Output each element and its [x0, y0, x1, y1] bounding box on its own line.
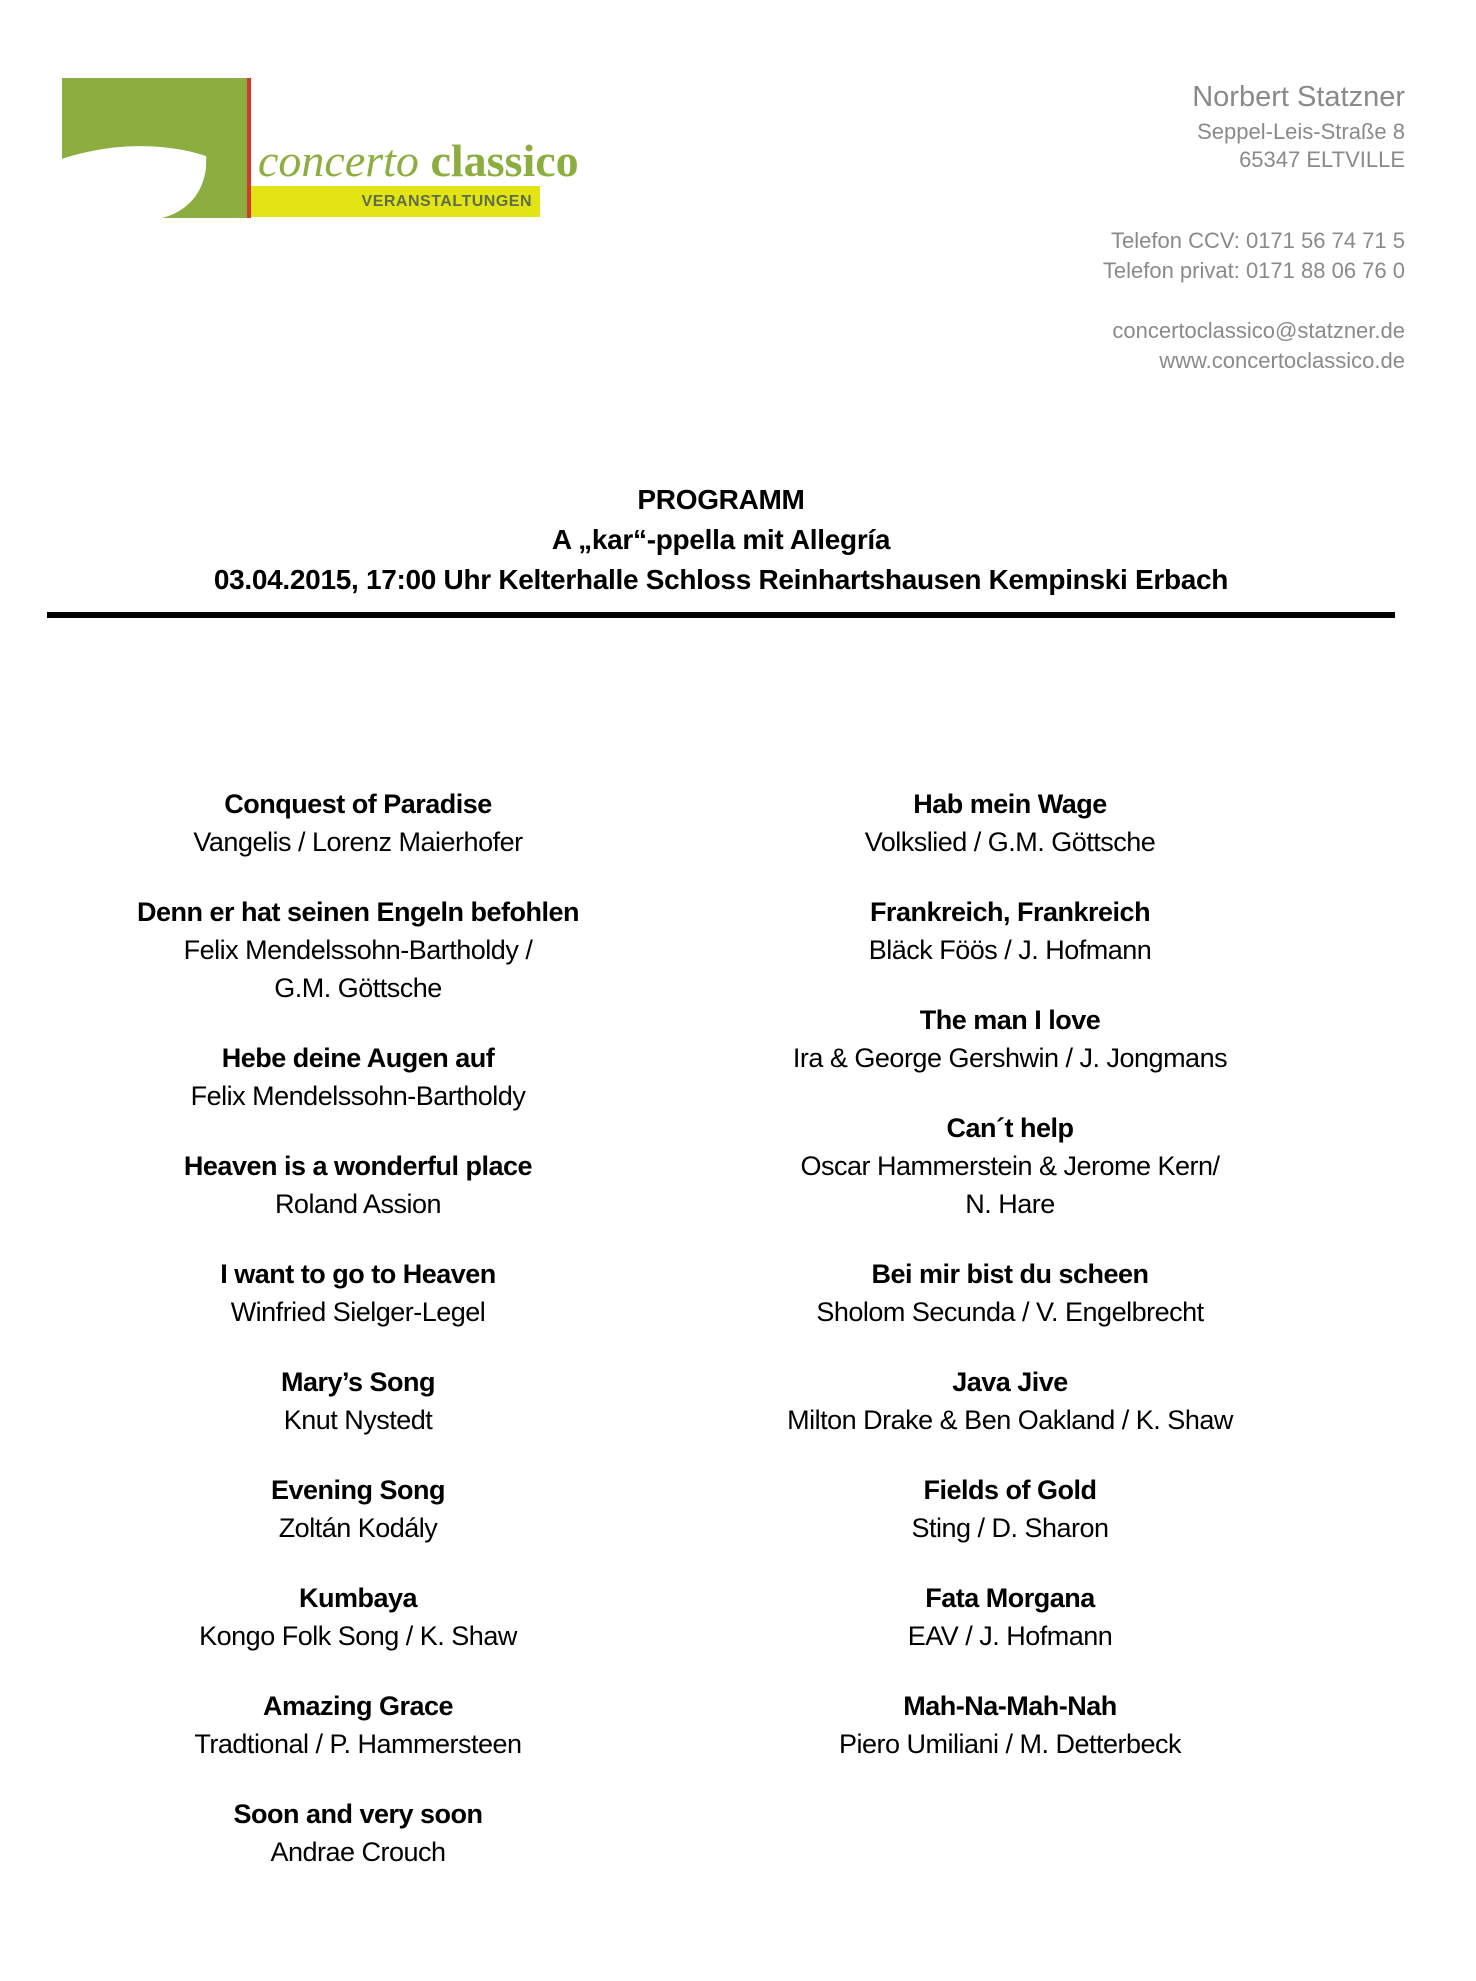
- tagline-banner: [251, 186, 540, 217]
- spacer: [1103, 174, 1405, 226]
- program-header: [47, 480, 1395, 618]
- song-title: Soon and very soon: [233, 1799, 483, 1829]
- song-composer-line: Piero Umiliani / M. Detterbeck: [838, 1729, 1182, 1759]
- song-entry: [750, 1109, 1270, 1223]
- song-title: Kumbaya: [298, 1583, 418, 1613]
- song-composer-line: Sholom Secunda / V. Engelbrecht: [816, 1297, 1204, 1327]
- song-title: Mah-Na-Mah-Nah: [903, 1691, 1117, 1721]
- song-composer-line: Oscar Hammerstein & Jerome Kern/: [800, 1151, 1220, 1181]
- contact-block: [1103, 80, 1405, 376]
- event-info-line: 03.04.2015, 17:00 Uhr Kelterhalle Schloss Reinhartshausen Kempinski Erbach: [213, 564, 1229, 595]
- song-entry: [98, 893, 618, 1007]
- song-entry: [98, 1687, 618, 1763]
- contact-website: www.concertoclassico.de: [1159, 348, 1405, 373]
- song-composer-line: Ira & George Gershwin / J. Jongmans: [792, 1043, 1228, 1073]
- program-subtitle: A „kar“-ppella mit Allegría: [551, 524, 891, 555]
- song-composer-line: EAV / J. Hofmann: [907, 1621, 1113, 1651]
- song-title: I want to go to Heaven: [220, 1259, 496, 1289]
- song-composer-line: Bläck Föös / J. Hofmann: [868, 935, 1152, 965]
- song-composer-line: Zoltán Kodály: [278, 1513, 438, 1543]
- song-entry: [98, 1147, 618, 1223]
- song-composer-line: N. Hare: [965, 1189, 1055, 1219]
- song-composer-line: Sting / D. Sharon: [911, 1513, 1109, 1543]
- contact-phone-line: Telefon privat: 0171 88 06 76 0: [1102, 258, 1405, 283]
- contact-name: Norbert Statzner: [1192, 81, 1405, 113]
- song-title: The man I love: [919, 1005, 1101, 1035]
- song-title: Fata Morgana: [925, 1583, 1095, 1613]
- brand-name: [258, 135, 579, 186]
- song-entry: [750, 1687, 1270, 1763]
- song-entry: [98, 1255, 618, 1331]
- song-entry: [98, 1471, 618, 1547]
- song-entry: [750, 1255, 1270, 1331]
- song-composer-line: Tradtional / P. Hammersteen: [194, 1729, 522, 1759]
- song-title: Amazing Grace: [262, 1691, 454, 1721]
- song-entry: [98, 1039, 618, 1115]
- song-composer-line: Felix Mendelssohn-Bartholdy: [190, 1081, 526, 1111]
- divider-rule: [47, 612, 1395, 618]
- song-title: Conquest of Paradise: [224, 789, 492, 819]
- song-entry: [98, 1579, 618, 1655]
- spacer: [1103, 286, 1405, 316]
- song-title: Mary’s Song: [280, 1367, 436, 1397]
- contact-phone-line: Telefon CCV: 0171 56 74 71 5: [1111, 228, 1405, 253]
- song-title: Hebe deine Augen auf: [221, 1043, 495, 1073]
- song-composer-line: Milton Drake & Ben Oakland / K. Shaw: [787, 1405, 1233, 1435]
- song-entry: [750, 1579, 1270, 1655]
- song-title: Evening Song: [270, 1475, 445, 1505]
- song-entry: [750, 1001, 1270, 1077]
- brand-name-concerto: concerto: [258, 135, 419, 186]
- company-logo: [62, 78, 579, 220]
- song-entry: [98, 1363, 618, 1439]
- song-composer-line: Roland Assion: [274, 1189, 442, 1219]
- program-title: PROGRAMM: [637, 484, 805, 515]
- song-entry: [750, 785, 1270, 861]
- song-composer-line: Knut Nystedt: [283, 1405, 433, 1435]
- song-composer-line: Vangelis / Lorenz Maierhofer: [193, 827, 523, 857]
- program-column-left: [98, 785, 618, 1903]
- contact-address-line: Seppel-Leis-Straße 8: [1197, 119, 1405, 144]
- program-column-right: [750, 785, 1270, 1795]
- logo-mark-icon: [62, 78, 247, 218]
- song-title: Fields of Gold: [923, 1475, 1097, 1505]
- contact-address-line: 65347 ELTVILLE: [1239, 147, 1405, 172]
- song-composer-line: Volkslied / G.M. Göttsche: [864, 827, 1156, 857]
- tagline-text: VERANSTALTUNGEN: [361, 193, 532, 210]
- song-title: Heaven is a wonderful place: [183, 1151, 533, 1181]
- song-title: Denn er hat seinen Engeln befohlen: [136, 897, 580, 927]
- song-entry: [750, 1471, 1270, 1547]
- song-title: Bei mir bist du scheen: [871, 1259, 1149, 1289]
- song-entry: [750, 893, 1270, 969]
- song-composer-line: Felix Mendelssohn-Bartholdy /: [183, 935, 533, 965]
- song-entry: [98, 1795, 618, 1871]
- song-composer-line: Winfried Sielger-Legel: [230, 1297, 486, 1327]
- brand-name-classico: classico: [430, 135, 579, 186]
- song-entry: [750, 1363, 1270, 1439]
- song-title: Can´t help: [946, 1113, 1074, 1143]
- song-composer-line: Andrae Crouch: [270, 1837, 446, 1867]
- contact-email: concertoclassico@statzner.de: [1112, 318, 1405, 343]
- song-title: Frankreich, Frankreich: [869, 897, 1151, 927]
- song-composer-line: G.M. Göttsche: [274, 973, 442, 1003]
- song-composer-line: Kongo Folk Song / K. Shaw: [199, 1621, 517, 1651]
- song-title: Java Jive: [952, 1367, 1068, 1397]
- song-entry: [98, 785, 618, 861]
- song-title: Hab mein Wage: [913, 789, 1107, 819]
